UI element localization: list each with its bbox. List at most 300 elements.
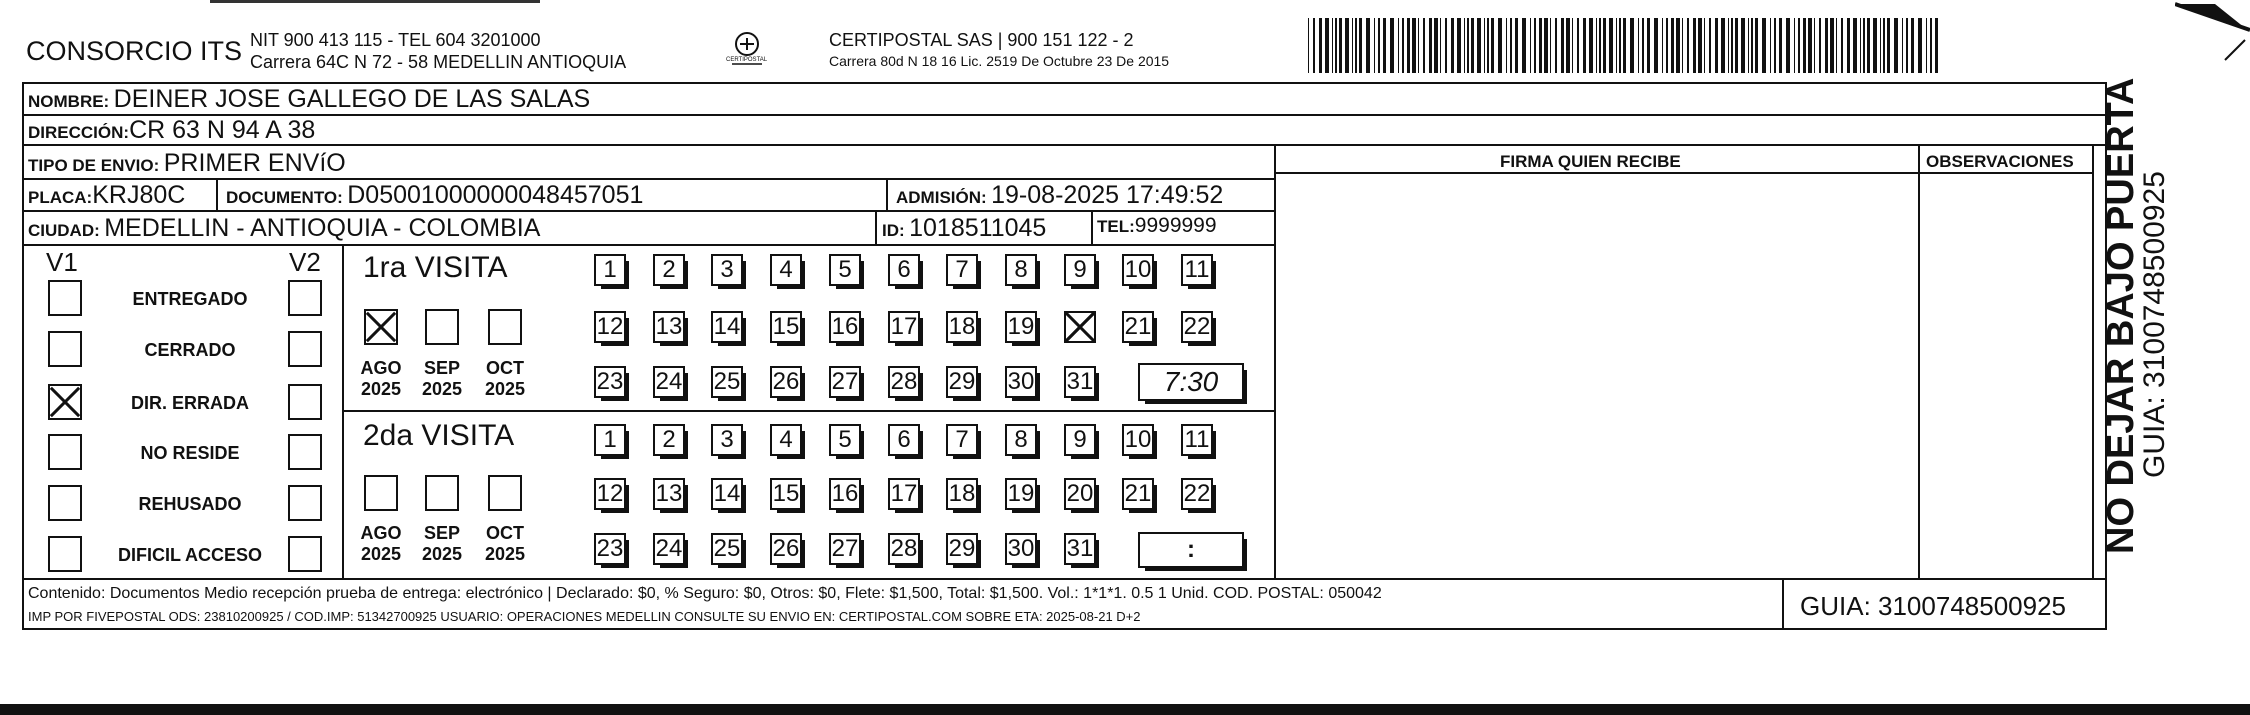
month-name: OCT — [486, 523, 524, 543]
barcode-bar — [1412, 18, 1416, 73]
ciudad-value: MEDELLIN - ANTIOQUIA - COLOMBIA — [104, 214, 541, 242]
barcode-bar — [1445, 18, 1447, 73]
second-visit-day-box[interactable] — [770, 533, 802, 565]
barcode-bar — [1825, 18, 1828, 73]
barcode-bar — [1599, 18, 1601, 73]
status-label: ENTREGADO — [132, 289, 248, 309]
barcode-bar — [1735, 18, 1738, 73]
first-visit-day-box[interactable] — [711, 311, 743, 343]
day-number: 3 — [720, 426, 734, 453]
nombre-field: NOMBRE: DEINER JOSE GALLEGO DE LAS SALAS — [28, 85, 591, 113]
first-visit-day-box[interactable] — [1122, 254, 1154, 286]
day-number: 13 — [655, 480, 683, 507]
second-visit-month-checkbox[interactable] — [425, 475, 459, 511]
barcode-bar — [1902, 18, 1903, 73]
barcode-bar — [1819, 18, 1821, 73]
barcode-bar — [1883, 18, 1885, 73]
month-name: SEP — [423, 358, 461, 378]
barcode-bar — [1332, 18, 1333, 73]
barcode-bar — [1709, 18, 1711, 73]
v1-label: V1 — [46, 247, 78, 277]
day-number: 25 — [713, 368, 741, 395]
first-visit-day-box[interactable] — [711, 366, 743, 398]
barcode-bar — [1863, 18, 1865, 73]
side-warning: NO DEJAR BAJO PUERTA — [2100, 77, 2142, 554]
barcode-bar — [1786, 18, 1790, 73]
month-label — [356, 523, 406, 565]
barcode-bar — [1911, 18, 1914, 73]
first-visit-day-box[interactable] — [946, 254, 978, 286]
tipo-value: PRIMER ENVíO — [163, 149, 346, 177]
day-number: 29 — [948, 368, 976, 395]
day-number: 31 — [1066, 535, 1094, 562]
observaciones-header: OBSERVACIONES — [1926, 152, 2074, 171]
barcode-bar — [1770, 18, 1771, 73]
second-visit-day-box[interactable] — [829, 533, 861, 565]
footer-line-1: Contenido: Documentos Medio recepción prueba de entrega: electrónico | Declarado: $0, % Seguro: $0, Otros: $0, Flete: $1,500, Total: $1,500. Vol.: 1*1*1. 0.5 1 Unid. COD. POSTAL: 050042 — [28, 585, 1382, 602]
barcode-bar — [1682, 18, 1683, 73]
v1-checkbox[interactable] — [48, 536, 82, 572]
guia-footer: GUIA: 3100748500925 — [1800, 591, 2066, 621]
month-year: 2025 — [421, 544, 463, 564]
barcode-bar — [1638, 18, 1639, 73]
second-visit-day-box[interactable] — [1181, 478, 1213, 510]
barcode-bar — [1339, 18, 1342, 73]
day-number: 14 — [713, 313, 741, 340]
barcode-bar — [1522, 18, 1526, 73]
bottom-band — [0, 704, 2250, 715]
barcode-bar — [1671, 18, 1674, 73]
barcode-bar — [1402, 18, 1404, 73]
first-visit-day-box[interactable] — [711, 254, 743, 286]
barcode-bar — [1715, 18, 1718, 73]
first-visit-month-checkbox[interactable] — [364, 309, 398, 345]
admision-field: ADMISIÓN: 19-08-2025 17:49:52 — [896, 181, 1224, 209]
barcode-bar — [1359, 18, 1362, 73]
month-label — [417, 358, 467, 400]
barcode-bar — [1398, 18, 1399, 73]
barcode-bar — [1390, 18, 1394, 73]
second-visit-day-box[interactable] — [829, 478, 861, 510]
first-time-box[interactable] — [1138, 363, 1244, 401]
barcode-bar — [1906, 18, 1908, 73]
barcode-bar — [1721, 18, 1725, 73]
day-number: 21 — [1124, 313, 1152, 340]
day-number: 11 — [1184, 256, 1210, 283]
barcode-bar — [1698, 18, 1702, 73]
documento-value: D05001000000048457051 — [347, 181, 644, 209]
barcode-bar — [1619, 18, 1621, 73]
v2-checkbox[interactable] — [288, 280, 322, 316]
day-number: 7 — [955, 426, 969, 453]
second-visit-day-box[interactable] — [653, 478, 685, 510]
v1-checkbox[interactable] — [48, 280, 82, 316]
second-visit-day-box[interactable] — [888, 533, 920, 565]
first-visit-day-box[interactable] — [888, 366, 920, 398]
barcode-bar — [1741, 18, 1745, 73]
side-guia: GUIA: 3100748500925 — [2138, 171, 2171, 478]
first-visit-day-box[interactable] — [594, 366, 626, 398]
barcode-bar — [1603, 18, 1606, 73]
first-visit-day-box[interactable] — [888, 254, 920, 286]
barcode-bar — [1313, 18, 1315, 73]
first-visit-day-box[interactable] — [1181, 254, 1213, 286]
barcode-bar — [1345, 18, 1349, 73]
second-visit-month-checkbox[interactable] — [488, 475, 522, 511]
day-number: 30 — [1007, 535, 1035, 562]
barcode-bar — [1894, 18, 1898, 73]
first-visit-day-box[interactable] — [946, 366, 978, 398]
barcode-bar — [1774, 18, 1776, 73]
barcode-bar — [1583, 18, 1586, 73]
first-visit-day-box[interactable] — [1181, 311, 1213, 343]
second-visit-day-box[interactable] — [888, 424, 920, 456]
second-visit-day-box[interactable] — [711, 424, 743, 456]
second-visit-day-box[interactable] — [1005, 478, 1037, 510]
barcode-bar — [1555, 18, 1557, 73]
placa-value: KRJ80C — [92, 181, 186, 209]
barcode-bar — [1755, 18, 1758, 73]
first-visit-day-box[interactable] — [1064, 254, 1096, 286]
barcode-bar — [1429, 18, 1432, 73]
tel-field: TEL:9999999 — [1097, 214, 1217, 237]
barcode-bar — [1325, 18, 1329, 73]
day-number: 12 — [596, 313, 624, 340]
barcode-bar — [1687, 18, 1689, 73]
second-visit-day-box[interactable] — [946, 424, 978, 456]
barcode-bar — [1654, 18, 1658, 73]
day-number: 28 — [890, 535, 918, 562]
second-visit-month-checkbox[interactable] — [364, 475, 398, 511]
day-number: 9 — [1073, 256, 1087, 283]
barcode-bar — [1352, 18, 1353, 73]
month-label — [417, 523, 467, 565]
day-number: 22 — [1183, 480, 1211, 507]
barcode-bar — [1383, 18, 1386, 73]
day-number: 16 — [831, 313, 859, 340]
second-visit-day-box[interactable] — [594, 424, 626, 456]
barcode-bar — [1836, 18, 1837, 73]
barcode-bar — [1616, 18, 1617, 73]
barcode-bar — [1515, 18, 1518, 73]
barcode-bar — [1918, 18, 1922, 73]
day-number: 1 — [603, 256, 617, 283]
placa-field: PLACA:KRJ80C — [28, 181, 186, 209]
first-visit-day-box[interactable] — [653, 311, 685, 343]
barcode-bar — [1477, 18, 1481, 73]
barcode-bar — [1841, 18, 1843, 73]
second-visit-day-box[interactable] — [594, 478, 626, 510]
second-visit-day-box[interactable] — [594, 533, 626, 565]
barcode-bar — [1484, 18, 1485, 73]
day-number: 2 — [662, 426, 676, 453]
day-number: 20 — [1066, 480, 1094, 507]
day-number: 6 — [897, 426, 911, 453]
direccion-value: CR 63 N 94 A 38 — [129, 116, 316, 144]
day-number: 25 — [713, 535, 741, 562]
barcode-bar — [1566, 18, 1570, 73]
barcode-bar — [1506, 18, 1507, 73]
month-year: 2025 — [484, 544, 526, 564]
direccion-field: DIRECCIÓN:CR 63 N 94 A 38 — [28, 116, 316, 144]
day-number: 31 — [1066, 368, 1094, 395]
day-number: 8 — [1014, 256, 1028, 283]
barcode-bar — [1491, 18, 1494, 73]
status-label: DIR. ERRADA — [130, 393, 249, 413]
barcode-bar — [1676, 18, 1680, 73]
barcode-bar — [1457, 18, 1461, 73]
first-visit-day-box[interactable] — [653, 366, 685, 398]
barcode-bar — [1751, 18, 1753, 73]
day-number: 11 — [1184, 426, 1210, 453]
barcode-bar — [1728, 18, 1729, 73]
certi-line-1: CERTIPOSTAL SAS | 900 151 122 - 2 — [829, 30, 1134, 50]
barcode-bar — [1873, 18, 1877, 73]
v2-checkbox[interactable] — [288, 485, 322, 521]
barcode-bar — [1434, 18, 1438, 73]
first-visit-day-box[interactable] — [829, 311, 861, 343]
first-time-value: 7:30 — [1163, 366, 1219, 397]
second-visit-day-box[interactable] — [1122, 478, 1154, 510]
first-visit-day-box[interactable] — [1122, 311, 1154, 343]
barcode-bar — [1704, 18, 1705, 73]
v2-checkbox[interactable] — [288, 434, 322, 470]
day-number: 13 — [655, 313, 683, 340]
barcode-bar — [1366, 18, 1370, 73]
first-visit-title: 1ra VISITA — [363, 251, 508, 284]
first-visit-day-box[interactable] — [653, 254, 685, 286]
day-number: 19 — [1007, 480, 1035, 507]
month-year: 2025 — [360, 379, 402, 399]
barcode-bar — [1544, 18, 1548, 73]
day-number: 18 — [948, 480, 976, 507]
second-visit-day-box[interactable] — [770, 424, 802, 456]
v2-checkbox[interactable] — [288, 384, 322, 420]
barcode-bar — [1572, 18, 1573, 73]
second-visit-day-box[interactable] — [1005, 533, 1037, 565]
day-number: 4 — [779, 426, 793, 453]
footer-line-2: IMP POR FIVEPOSTAL ODS: 23810200925 / COD.IMP: 51342700925 USUARIO: OPERACIONES MEDELLIN CONSULTE SU ENVIO EN: CERTIPOSTAL.COM SOBRE ETA: 2025-08-21 D+2 — [28, 609, 1141, 624]
barcode-bar — [1926, 18, 1927, 73]
id-field: ID: 1018511045 — [882, 214, 1047, 242]
barcode-bar — [1803, 18, 1806, 73]
top-edge-line — [210, 0, 540, 3]
barcode-bar — [1867, 18, 1870, 73]
day-number: 24 — [655, 368, 683, 395]
v2-checkbox[interactable] — [288, 331, 322, 367]
barcode-bar — [1762, 18, 1766, 73]
second-visit-day-box[interactable] — [1122, 424, 1154, 456]
barcode-bar — [1596, 18, 1597, 73]
day-number: 24 — [655, 535, 683, 562]
barcode-bar — [1609, 18, 1613, 73]
second-visit-day-box[interactable] — [1064, 533, 1096, 565]
barcode-bar — [1423, 18, 1425, 73]
second-visit-day-box[interactable] — [1064, 478, 1096, 510]
day-number: 22 — [1183, 313, 1211, 340]
day-number: 21 — [1124, 480, 1152, 507]
company-name: CONSORCIO ITS — [26, 36, 243, 66]
month-name: AGO — [360, 358, 402, 378]
barcode-bar — [1539, 18, 1542, 73]
day-number: 10 — [1124, 426, 1152, 453]
second-time-value: : — [1187, 536, 1195, 563]
first-visit-day-box[interactable] — [946, 311, 978, 343]
logo-text: CERTIPOSTAL — [726, 57, 768, 63]
first-visit-day-box[interactable] — [829, 254, 861, 286]
barcode-bar — [1630, 18, 1634, 73]
barcode-bar — [1440, 18, 1441, 73]
second-visit-day-box[interactable] — [888, 478, 920, 510]
month-year: 2025 — [360, 544, 402, 564]
barcode-bar — [1930, 18, 1932, 73]
first-visit-day-box[interactable] — [1005, 254, 1037, 286]
barcode-bar — [1662, 18, 1663, 73]
barcode-bar — [1418, 18, 1419, 73]
status-label: DIFICIL ACCESO — [117, 545, 262, 565]
day-number: 16 — [831, 480, 859, 507]
barcode-bar — [1887, 18, 1890, 73]
day-number: 23 — [596, 368, 624, 395]
barcode-bar — [1510, 18, 1512, 73]
corner-arrow — [2175, 0, 2250, 70]
first-visit-day-box[interactable] — [1005, 366, 1037, 398]
first-visit-day-box[interactable] — [1064, 311, 1096, 343]
second-visit-day-box[interactable] — [770, 478, 802, 510]
barcode-bar — [1374, 18, 1375, 73]
day-number: 7 — [955, 256, 969, 283]
day-number: 19 — [1007, 313, 1035, 340]
barcode-bar — [1779, 18, 1782, 73]
ciudad-field: CIUDAD: MEDELLIN - ANTIOQUIA - COLOMBIA — [28, 214, 541, 242]
barcode-bar — [1308, 18, 1309, 73]
day-number: 10 — [1124, 256, 1152, 283]
barcode-bar — [1550, 18, 1551, 73]
second-visit-title: 2da VISITA — [363, 419, 515, 452]
second-visit-day-box[interactable] — [653, 424, 685, 456]
first-visit-day-box[interactable] — [888, 311, 920, 343]
v1-checkbox[interactable] — [48, 331, 82, 367]
day-number: 23 — [596, 535, 624, 562]
day-number: 5 — [838, 426, 852, 453]
barcode-bar — [1666, 18, 1668, 73]
tel-value: 9999999 — [1134, 214, 1217, 237]
status-label: CERRADO — [144, 340, 236, 360]
barcode-bar — [1935, 18, 1938, 73]
barcode-bar — [1561, 18, 1564, 73]
day-number: 8 — [1014, 426, 1028, 453]
barcode-bar — [1378, 18, 1380, 73]
status-label: NO RESIDE — [140, 443, 240, 463]
barcode-bar — [1498, 18, 1502, 73]
month-year: 2025 — [484, 379, 526, 399]
barcode-bar — [1577, 18, 1579, 73]
month-label — [356, 358, 406, 400]
second-visit-day-box[interactable] — [1005, 424, 1037, 456]
status-label: REHUSADO — [138, 494, 242, 514]
v2-label: V2 — [289, 247, 321, 277]
barcode-bar — [1808, 18, 1812, 73]
barcode-bar — [1642, 18, 1644, 73]
first-visit-day-box[interactable] — [1005, 311, 1037, 343]
month-year: 2025 — [421, 379, 463, 399]
day-number: 4 — [779, 256, 793, 283]
second-visit-day-box[interactable] — [711, 533, 743, 565]
day-number: 17 — [890, 480, 918, 507]
day-number: 6 — [897, 256, 911, 283]
barcode-bar — [1847, 18, 1850, 73]
month-label — [480, 358, 530, 400]
first-visit-month-checkbox[interactable] — [488, 309, 522, 345]
barcode-bar — [1880, 18, 1881, 73]
barcode-bar — [1451, 18, 1454, 73]
first-visit-day-box[interactable] — [1064, 366, 1096, 398]
v1-checkbox[interactable] — [48, 434, 82, 470]
address-line: Carrera 64C N 72 - 58 MEDELLIN ANTIOQUIA — [250, 52, 627, 72]
day-number: 12 — [596, 480, 624, 507]
nit-line: NIT 900 413 115 - TEL 604 3201000 — [250, 30, 541, 50]
month-label — [480, 523, 530, 565]
nombre-value: DEINER JOSE GALLEGO DE LAS SALAS — [113, 85, 591, 113]
second-visit-day-box[interactable] — [946, 533, 978, 565]
second-visit-day-box[interactable] — [829, 424, 861, 456]
barcode-bar — [1814, 18, 1815, 73]
day-number: 1 — [603, 426, 617, 453]
barcode-bar — [1471, 18, 1474, 73]
tipo-field: TIPO DE ENVIO: PRIMER ENVíO — [28, 149, 346, 177]
second-visit-day-box[interactable] — [946, 478, 978, 510]
first-visit-day-box[interactable] — [829, 366, 861, 398]
certi-line-2: Carrera 80d N 18 16 Lic. 2519 De Octubre 23 De 2015 — [829, 53, 1170, 69]
day-number: 15 — [772, 480, 800, 507]
barcode-bar — [1407, 18, 1410, 73]
barcode-bar — [1860, 18, 1861, 73]
barcode-bar — [1319, 18, 1322, 73]
barcode-bar — [1794, 18, 1795, 73]
first-visit-day-box[interactable] — [770, 254, 802, 286]
v2-checkbox[interactable] — [288, 536, 322, 572]
certipostal-logo — [726, 28, 768, 70]
second-visit-day-box[interactable] — [653, 533, 685, 565]
day-number: 30 — [1007, 368, 1035, 395]
barcode-bar — [1464, 18, 1465, 73]
barcode-bar — [1534, 18, 1536, 73]
day-number: 18 — [948, 313, 976, 340]
barcode-bar — [1748, 18, 1749, 73]
first-visit-day-box[interactable] — [770, 311, 802, 343]
day-number: 28 — [890, 368, 918, 395]
documento-field: DOCUMENTO: D05001000000048457051 — [226, 181, 644, 209]
first-visit-day-box[interactable] — [594, 254, 626, 286]
second-visit-day-box[interactable] — [1064, 424, 1096, 456]
v1-checkbox[interactable] — [48, 485, 82, 521]
second-time-box[interactable] — [1138, 532, 1244, 568]
day-number: 17 — [890, 313, 918, 340]
v1-checkbox[interactable] — [48, 384, 82, 420]
barcode-bar — [1798, 18, 1800, 73]
barcode — [1308, 18, 1942, 73]
barcode-bar — [1647, 18, 1650, 73]
barcode-bar — [1355, 18, 1357, 73]
first-visit-day-box[interactable] — [770, 366, 802, 398]
second-visit-day-box[interactable] — [711, 478, 743, 510]
month-name: AGO — [360, 523, 402, 543]
second-visit-day-box[interactable] — [1181, 424, 1213, 456]
day-number: 9 — [1073, 426, 1087, 453]
first-visit-month-checkbox[interactable] — [425, 309, 459, 345]
day-number: 26 — [772, 535, 800, 562]
first-visit-day-box[interactable] — [594, 311, 626, 343]
